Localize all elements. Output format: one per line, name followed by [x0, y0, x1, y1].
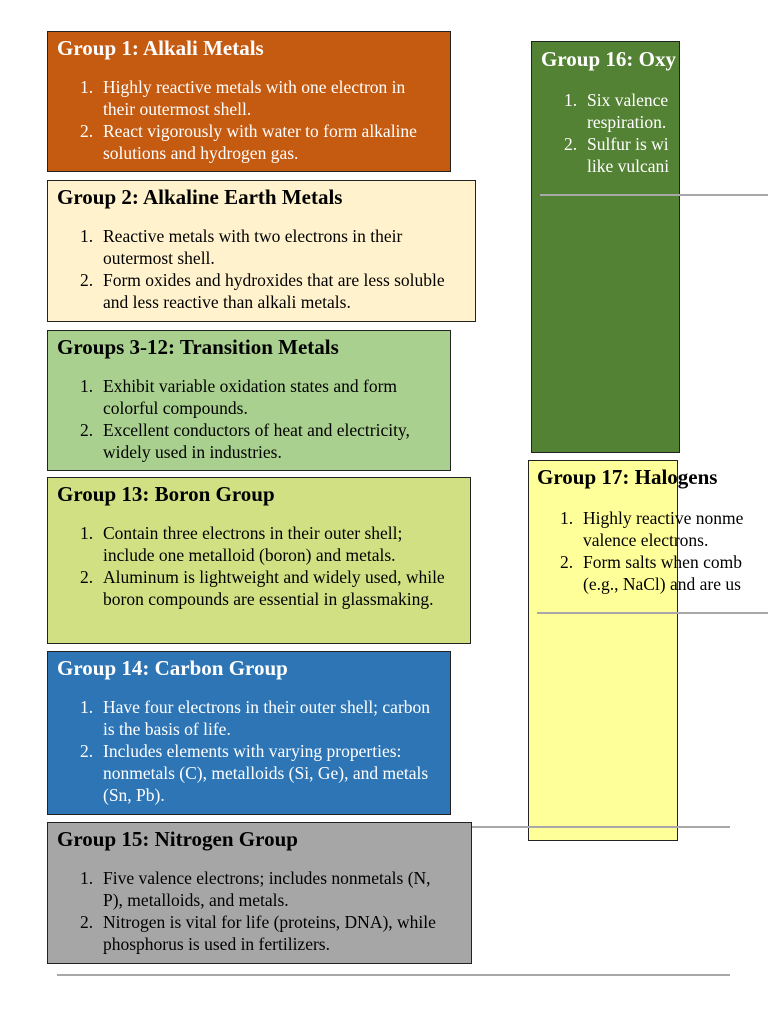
divider-line — [57, 974, 730, 976]
group-title: Group 17: Halogens — [537, 465, 718, 489]
group-15-nitrogen-group-box — [47, 822, 472, 964]
list-item: 1. Highly reactive nonme valence electrons. 2. Form salts when comb (e.g., NaCl) and are us — [560, 508, 744, 594]
group-14-carbon-group-box — [47, 651, 451, 815]
list-item: 2. Nitrogen is vital for life (proteins, DNA), while phosphorus is used in fertilizers. — [80, 912, 436, 954]
group-title: Group 13: Boron Group — [57, 482, 275, 506]
list-item: 1. Six valence respiration. 2. Sulfur is wi like vulcani — [564, 90, 670, 176]
group-17-text — [528, 460, 768, 610]
group-13-boron-group-box — [47, 477, 471, 644]
group-list — [80, 867, 450, 955]
list-item: 2. Form oxides and hydroxides that are less soluble and less reactive than alkali metals. — [80, 270, 445, 312]
list-item: 1. Exhibit variable oxidation states and form colorful compounds. — [80, 376, 398, 418]
group-2-alkaline-earth-metals-box — [47, 180, 476, 322]
list-item: 2. React vigorously with water to form alkaline solutions and hydrogen gas. — [80, 121, 417, 163]
group-title: Group 1: Alkali Metals — [57, 36, 264, 60]
group-title: Group 14: Carbon Group — [57, 656, 288, 680]
divider-line — [540, 194, 768, 196]
group-1-alkali-metals-box — [47, 31, 451, 172]
group-title: Group 15: Nitrogen Group — [57, 827, 298, 851]
group-title: Groups 3-12: Transition Metals — [57, 335, 339, 359]
group-title: Group 16: Oxy — [541, 47, 676, 71]
group-16-text — [531, 41, 768, 191]
list-item: 2. Includes elements with varying properties: nonmetals (C), metalloids (Si, Ge), and metals (Sn, Pb). — [80, 741, 429, 805]
list-item: 1. Reactive metals with two electrons in their outermost shell. — [80, 226, 403, 268]
list-item: 1. Contain three electrons in their outer shell; include one metalloid (boron) and metals. — [80, 523, 403, 565]
divider-line — [472, 826, 730, 828]
group-3-12-transition-metals-box — [47, 330, 451, 471]
group-list — [80, 76, 425, 164]
group-list — [80, 225, 450, 313]
list-item: 1. Have four electrons in their outer shell; carbon is the basis of life. — [80, 697, 431, 739]
group-title: Group 2: Alkaline Earth Metals — [57, 185, 343, 209]
list-item: 1. Highly reactive metals with one electron in their outermost shell. — [80, 77, 406, 119]
group-list — [80, 375, 415, 463]
group-list — [80, 522, 458, 610]
list-item: 2. Excellent conductors of heat and electricity, widely used in industries. — [80, 420, 410, 462]
list-item: 2. Aluminum is lightweight and widely used, while boron compounds are essential in glassmaking. — [80, 567, 445, 609]
divider-line — [537, 612, 768, 614]
group-list — [80, 696, 435, 806]
list-item: 1. Five valence electrons; includes nonmetals (N, P), metalloids, and metals. — [80, 868, 431, 910]
